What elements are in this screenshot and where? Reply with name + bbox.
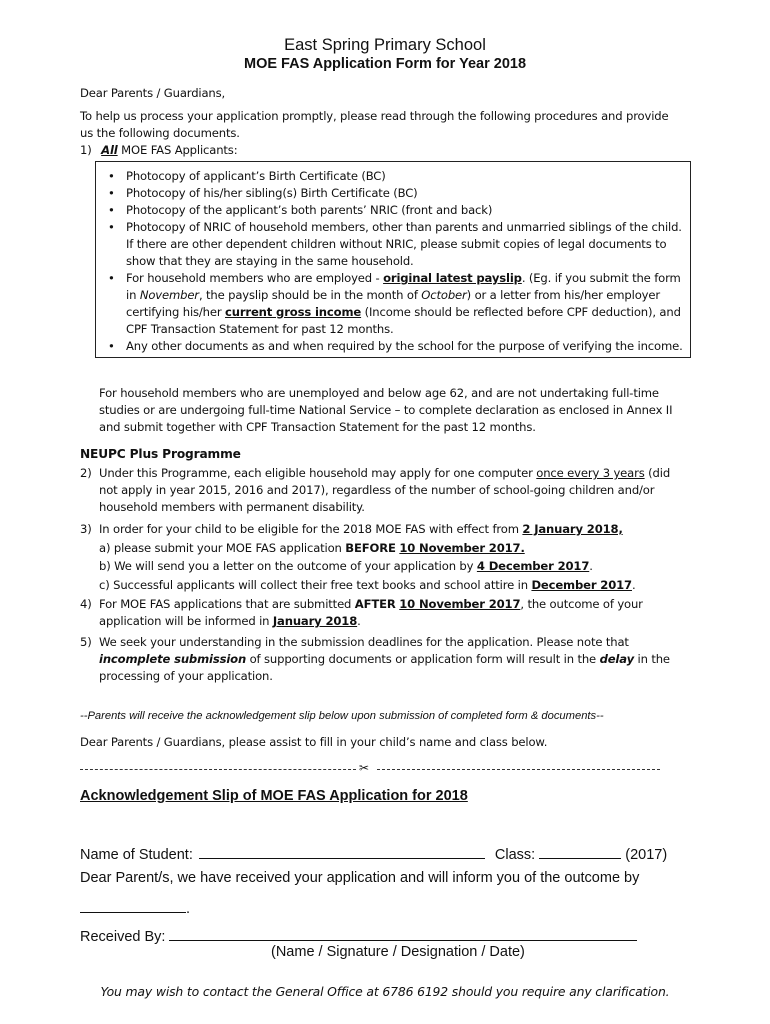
received-by-row bbox=[80, 925, 637, 945]
received-by-label: Received By: bbox=[80, 929, 166, 945]
item-1-all: All bbox=[101, 143, 118, 157]
outcome-date-row: . bbox=[80, 897, 190, 917]
document-text: CPF Transaction Statement for past 12 months. bbox=[126, 322, 394, 336]
form-title: MOE FAS Application Form for Year 2018 bbox=[243, 56, 527, 72]
document-text: For household members who are employed - original latest payslip. (Eg. if you submit the form bbox=[126, 271, 681, 285]
payslip-emphasis: original latest payslip bbox=[383, 271, 522, 285]
class-label: Class: bbox=[494, 847, 536, 863]
bullet-icon: • bbox=[108, 169, 115, 183]
document-text: Photocopy of his/her sibling(s) Birth Certificate (BC) bbox=[126, 186, 418, 200]
list-item bbox=[104, 168, 684, 185]
list-item bbox=[104, 219, 684, 270]
paragraph-line: For household members who are unemployed and below age 62, and are not undertaking full-time bbox=[99, 386, 659, 400]
bullet-icon: • bbox=[108, 220, 115, 234]
list-item bbox=[104, 185, 684, 202]
item-3b: b) We will send you a letter on the outcome of your application by 4 December 2017. bbox=[99, 559, 593, 573]
cut-line bbox=[80, 761, 660, 775]
contact-note: You may wish to contact the General Office at 6786 6192 should you require any clarification. bbox=[100, 984, 670, 999]
item-text: We seek your understanding in the submission deadlines for the application. Please note that incomplete submission of supporting documents or application form will result in the delay in the processing of your application. bbox=[99, 635, 670, 683]
item-1-rest: MOE FAS Applicants: bbox=[117, 143, 238, 157]
received-by-field[interactable] bbox=[169, 925, 637, 941]
unemployed-paragraph bbox=[99, 385, 695, 436]
slip-title: Acknowledgement Slip of MOE FAS Application for 2018 bbox=[80, 788, 468, 804]
documents-list bbox=[104, 168, 684, 355]
paragraph-line: studies or are undergoing full-time National Service – to complete declaration as enclosed in Annex II bbox=[99, 403, 673, 417]
list-item bbox=[104, 202, 684, 219]
salutation: Dear Parents / Guardians, bbox=[80, 86, 226, 100]
class-year: (2017) bbox=[625, 847, 668, 863]
item-number: 5) bbox=[80, 635, 92, 649]
list-item bbox=[104, 270, 684, 338]
item-3a: a) please submit your MOE FAS application BEFORE 10 November 2017. bbox=[99, 541, 525, 555]
document-text: show that they are staying in the same household. bbox=[126, 254, 414, 268]
document-text: If there are other dependent children without NRIC, please submit copies of legal documents to bbox=[126, 237, 667, 251]
paragraph-line: and submit together with CPF Transaction Statement for the past 12 months. bbox=[99, 420, 536, 434]
bullet-icon: • bbox=[108, 203, 115, 217]
class-field[interactable] bbox=[539, 843, 621, 859]
item-1-heading bbox=[80, 142, 237, 159]
assist-instruction: Dear Parents / Guardians, please assist to fill in your child’s name and class below. bbox=[80, 735, 548, 749]
item-number: 2) bbox=[80, 466, 92, 480]
document-text: Photocopy of NRIC of household members, other than parents and unmarried siblings of the child. bbox=[126, 220, 682, 234]
name-label: Name of Student: bbox=[80, 847, 193, 863]
item-1-number: 1) bbox=[80, 143, 92, 157]
instructions-line-1: To help us process your application promptly, please read through the following procedures and provide bbox=[80, 109, 669, 123]
signature-hint: (Name / Signature / Designation / Date) bbox=[271, 944, 525, 960]
list-item bbox=[104, 338, 684, 355]
document-text: Photocopy of applicant’s Birth Certificate (BC) bbox=[126, 169, 386, 183]
item-text: For MOE FAS applications that are submitted AFTER 10 November 2017, the outcome of your application will be informed in January 2018. bbox=[99, 597, 643, 628]
gross-income-emphasis: current gross income bbox=[225, 305, 362, 319]
instructions-line-2: us the following documents. bbox=[80, 126, 240, 140]
bullet-icon: • bbox=[108, 271, 115, 285]
document-text: Photocopy of the applicant’s both parents’ NRIC (front and back) bbox=[126, 203, 493, 217]
cut-line-left bbox=[80, 769, 356, 770]
acknowledgement-note: --Parents will receive the acknowledgement slip below upon submission of completed form & documents-- bbox=[80, 710, 604, 722]
scissors-icon: ✂ bbox=[359, 761, 370, 775]
item-3c: c) Successful applicants will collect their free text books and school attire in December 2017. bbox=[99, 578, 636, 592]
student-details-row bbox=[80, 843, 667, 863]
document-text: Any other documents as and when required by the school for the purpose of verifying the income. bbox=[126, 339, 683, 353]
documents-box bbox=[95, 161, 691, 358]
document-text: in November, the payslip should be in the month of October) or a letter from his/her employer bbox=[126, 288, 660, 302]
item-text: Under this Programme, each eligible household may apply for one computer once every 3 years (did not apply in year 2015, 2016 and 2017), regardless of the number of school-going children and/or household members with permanent disability. bbox=[99, 466, 671, 514]
outcome-date-field[interactable] bbox=[80, 897, 186, 913]
item-number: 4) bbox=[80, 597, 92, 611]
item-number: 3) bbox=[80, 522, 92, 536]
received-statement: Dear Parent/s, we have received your application and will inform you of the outcome by bbox=[80, 870, 640, 886]
cut-line-right bbox=[377, 769, 660, 770]
item-text: In order for your child to be eligible for the 2018 MOE FAS with effect from 2 January 2018, bbox=[99, 522, 623, 536]
student-name-field[interactable] bbox=[199, 843, 485, 859]
bullet-icon: • bbox=[108, 186, 115, 200]
document-text: certifying his/her current gross income (Income should be reflected before CPF deduction), and bbox=[126, 305, 681, 319]
neupc-heading: NEUPC Plus Programme bbox=[80, 447, 241, 461]
school-name: East Spring Primary School bbox=[284, 36, 486, 54]
bullet-icon: • bbox=[108, 339, 115, 353]
